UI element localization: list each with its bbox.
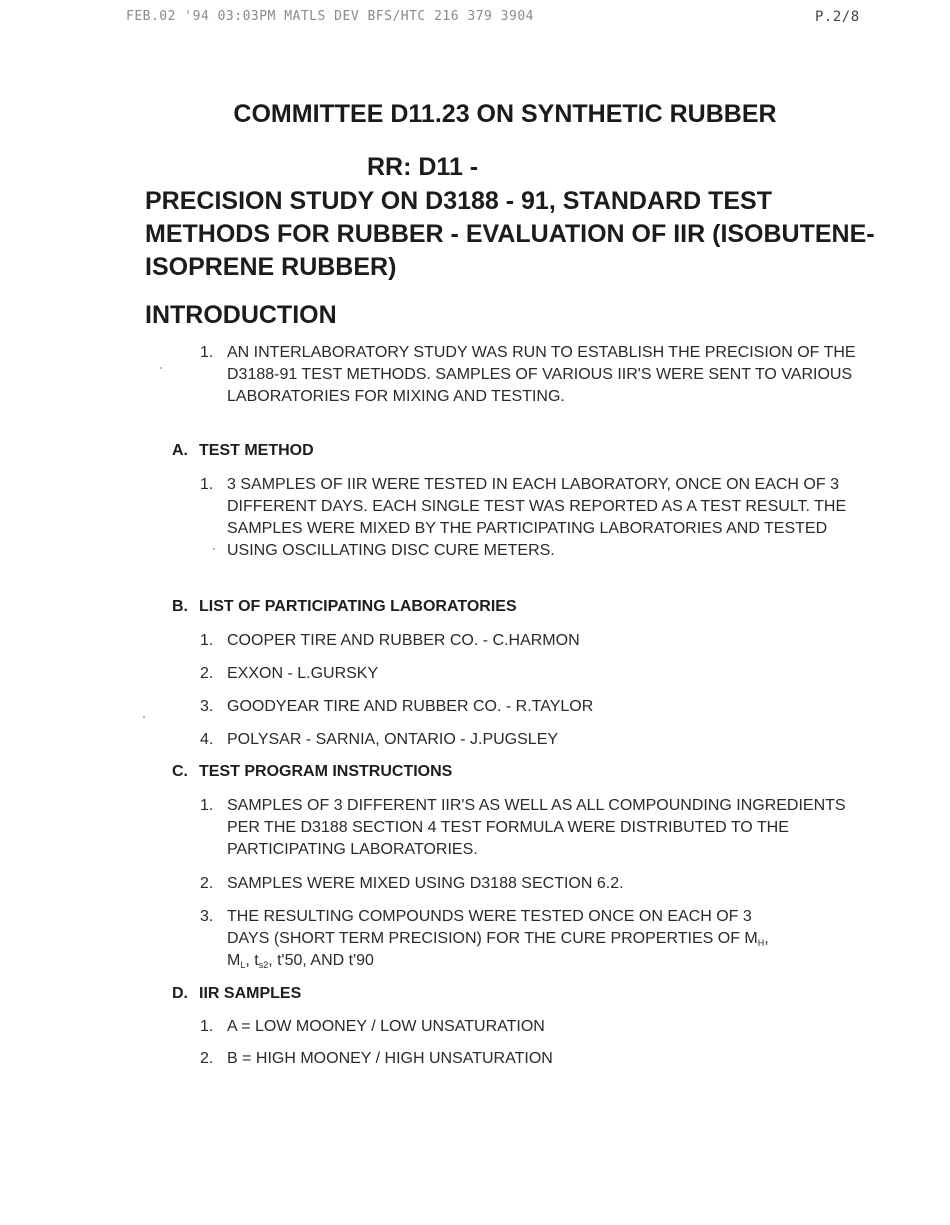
item-text: SAMPLES OF 3 DIFFERENT IIR'S AS WELL AS ALL COMPOUNDING INGREDIENTS PER THE D3188 SECTION 4 TEST FORMULA WERE DISTRIBUTED TO THE PARTICIPATING LABORATORIES. [227, 797, 846, 858]
item-text: EXXON - L.GURSKY [227, 665, 379, 682]
item-text: AN INTERLABORATORY STUDY WAS RUN TO ESTABLISH THE PRECISION OF THE D3188-91 TEST METHODS. SAMPLES OF VARIOUS IIR'S WERE SENT TO VARIOUS LABORATORIES FOR MIXING AND TESTING. [227, 344, 856, 405]
section-letter: B. [172, 598, 188, 615]
section-a-heading [172, 442, 314, 460]
section-d-heading [172, 985, 301, 1003]
fax-header: FEB.02 '94 03:03PM MATLS DEV BFS/HTC 216 379 3904 [126, 9, 535, 24]
item-text: SAMPLES WERE MIXED USING D3188 SECTION 6.2. [227, 875, 624, 892]
section-c-heading [172, 763, 452, 781]
item-number: 3. [200, 698, 214, 715]
item-text [227, 906, 867, 972]
item-number: 2. [200, 875, 214, 892]
item-number: 1. [200, 476, 214, 493]
symbol-t: , t [245, 952, 259, 969]
item-text: 3 SAMPLES OF IIR WERE TESTED IN EACH LABORATORY, ONCE ON EACH OF 3 DIFFERENT DAYS. EACH SINGLE TEST WAS REPORTED AS A TEST RESULT. THE SAMPLES WERE MIXED BY THE PARTICIPATING LABORATORIES AND TESTED USING OSCILLATING DISC CURE METERS. [227, 476, 847, 559]
committee-title: COMMITTEE D11.23 ON SYNTHETIC RUBBER [233, 100, 777, 128]
section-letter: D. [172, 985, 188, 1002]
report-number: RR: D11 - [367, 153, 479, 181]
subscript-l: L [240, 960, 246, 970]
item-number: 1. [200, 1018, 214, 1035]
fax-page-number: P.2/8 [815, 9, 860, 25]
section-title: IIR SAMPLES [199, 985, 302, 1002]
item-text: GOODYEAR TIRE AND RUBBER CO. - R.TAYLOR [227, 698, 594, 715]
section-letter: C. [172, 763, 188, 780]
item-text: B = HIGH MOONEY / HIGH UNSATURATION [227, 1050, 553, 1067]
item-number: 2. [200, 665, 214, 682]
study-title: PRECISION STUDY ON D3188 - 91, STANDARD TEST METHODS FOR RUBBER - EVALUATION OF IIR (ISOBUTENE-ISOPRENE RUBBER) [145, 187, 875, 281]
item-text: COOPER TIRE AND RUBBER CO. - C.HARMON [227, 632, 580, 649]
section-b-heading [172, 598, 517, 616]
item-text: A = LOW MOONEY / LOW UNSATURATION [227, 1018, 545, 1035]
item-text: POLYSAR - SARNIA, ONTARIO - J.PUGSLEY [227, 731, 559, 748]
section-letter: A. [172, 442, 188, 459]
scan-speck [213, 548, 215, 550]
item-text-rest: , t'50, AND t'90 [268, 952, 374, 969]
scan-speck [143, 716, 145, 718]
subscript-h: H [757, 938, 765, 948]
item-number: 4. [200, 731, 214, 748]
item-text-line: THE RESULTING COMPOUNDS WERE TESTED ONCE ON EACH OF 3 [227, 908, 752, 925]
item-number: 1. [200, 344, 214, 361]
section-title: LIST OF PARTICIPATING LABORATORIES [199, 598, 517, 615]
scan-speck [160, 367, 162, 369]
item-number: 1. [200, 797, 214, 814]
item-number: 1. [200, 632, 214, 649]
introduction-heading: INTRODUCTION [145, 301, 337, 329]
section-title: TEST METHOD [199, 442, 314, 459]
subscript-s2: s2 [258, 960, 269, 970]
item-number: 3. [200, 908, 214, 925]
symbol-m: M [227, 952, 241, 969]
comma: , [764, 930, 769, 947]
item-number: 2. [200, 1050, 214, 1067]
item-text-line: DAYS (SHORT TERM PRECISION) FOR THE CURE PROPERTIES OF M [227, 930, 758, 947]
section-title: TEST PROGRAM INSTRUCTIONS [199, 763, 453, 780]
